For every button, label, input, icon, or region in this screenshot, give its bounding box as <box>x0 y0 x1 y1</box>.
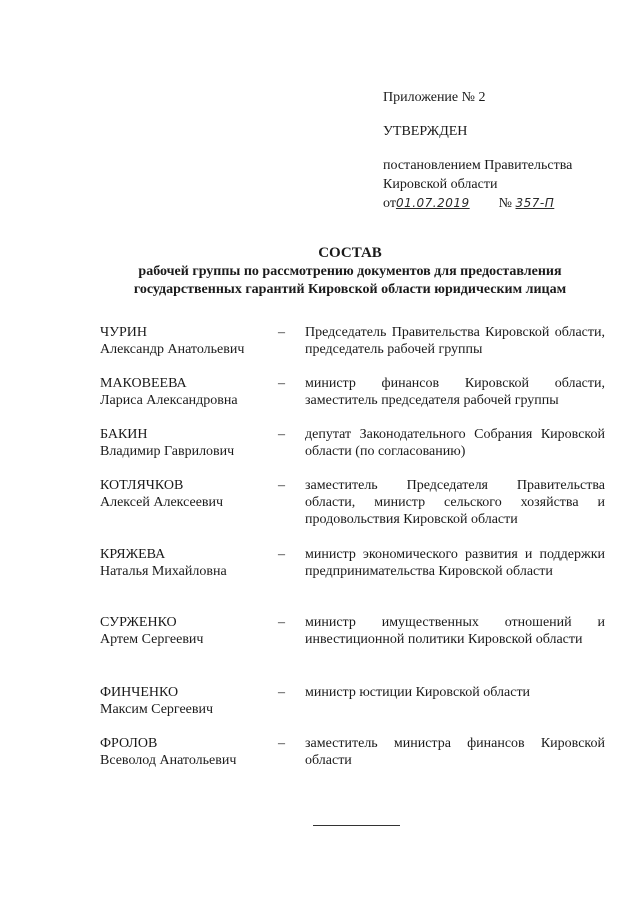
handwritten-number: 357-П <box>515 196 555 210</box>
member-position: министр финансов Кировской области, заместитель председателя рабочей группы <box>305 376 605 408</box>
member-dash: – <box>278 736 285 751</box>
member-row <box>100 614 605 648</box>
member-dash: – <box>278 376 285 391</box>
member-surname: ЧУРИН <box>100 325 148 340</box>
member-dash: – <box>278 478 285 493</box>
approval-block <box>383 88 572 213</box>
approved-label: УТВЕРЖДЕН <box>383 124 468 139</box>
member-dash: – <box>278 685 285 700</box>
member-given-name: Алексей Алексеевич <box>100 495 224 510</box>
member-position: министр экономического развития и поддержки предпринимательства Кировской области <box>305 547 605 579</box>
member-position: министр имущественных отношений и инвестиционной политики Кировской области <box>305 615 605 647</box>
document-title <box>60 244 640 299</box>
member-given-name: Артем Сергеевич <box>100 632 204 647</box>
member-dash: – <box>278 427 285 442</box>
title-main: СОСТАВ <box>318 245 382 261</box>
member-given-name: Владимир Гаврилович <box>100 444 235 459</box>
date-prefix: от <box>383 196 396 211</box>
member-given-name: Лариса Александровна <box>100 393 238 408</box>
resolution-line-1: постановлением Правительства <box>383 158 573 173</box>
closing-divider <box>313 825 400 826</box>
member-row <box>100 684 605 718</box>
member-position: депутат Законодательного Собрания Кировской области (по согласованию) <box>305 427 605 459</box>
member-surname: ФИНЧЕНКО <box>100 685 179 700</box>
title-sub-line-2: государственных гарантий Кировской области юридическим лицам <box>133 282 567 297</box>
member-row <box>100 735 605 769</box>
title-sub-line-1: рабочей группы по рассмотрению документов для предоставления <box>138 264 562 279</box>
member-dash: – <box>278 547 285 562</box>
member-row <box>100 324 605 358</box>
member-dash: – <box>278 325 285 340</box>
member-surname: ФРОЛОВ <box>100 736 158 751</box>
member-row <box>100 546 605 580</box>
member-position: заместитель Председателя Правительства области, министр сельского хозяйства и продовольствия Кировской области <box>305 478 605 527</box>
member-given-name: Максим Сергеевич <box>100 702 214 717</box>
member-surname: КРЯЖЕВА <box>100 547 166 562</box>
member-surname: МАКОВЕЕВА <box>100 376 187 391</box>
member-given-name: Наталья Михайловна <box>100 564 227 579</box>
member-row <box>100 477 605 528</box>
handwritten-date: 01.07.2019 <box>395 196 470 210</box>
resolution-line-2: Кировской области <box>383 177 498 192</box>
member-given-name: Александр Анатольевич <box>100 342 245 357</box>
member-surname: БАКИН <box>100 427 148 442</box>
member-surname: СУРЖЕНКО <box>100 615 177 630</box>
member-row <box>100 375 605 409</box>
member-position: Председатель Правительства Кировской области, председатель рабочей группы <box>305 325 605 357</box>
member-surname: КОТЛЯЧКОВ <box>100 478 184 493</box>
member-given-name: Всеволод Анатольевич <box>100 753 237 768</box>
member-row <box>100 426 605 460</box>
member-dash: – <box>278 615 285 630</box>
appendix-label: Приложение № 2 <box>383 90 486 105</box>
number-prefix: № <box>498 196 513 211</box>
resolution-date-number <box>383 194 572 213</box>
member-position: министр юстиции Кировской области <box>305 685 531 700</box>
member-position: заместитель министра финансов Кировской области <box>305 736 605 768</box>
